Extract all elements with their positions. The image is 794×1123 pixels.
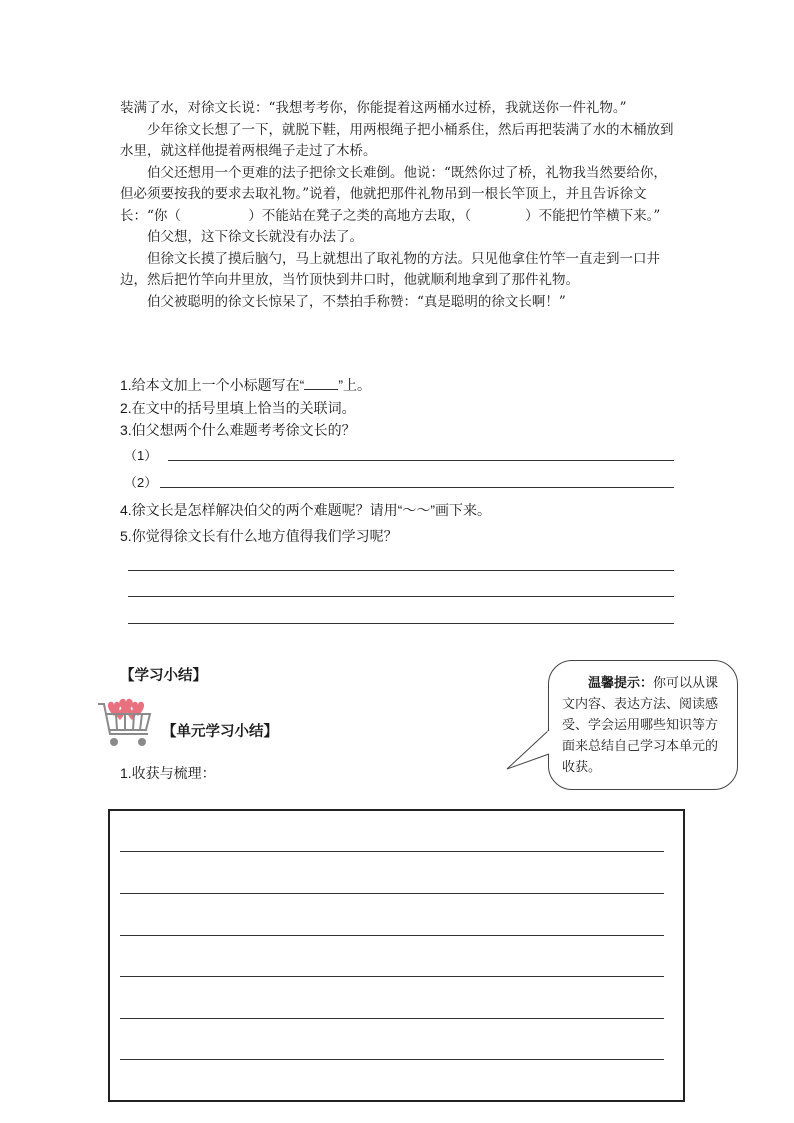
writing-line[interactable] xyxy=(120,976,664,977)
answer-line[interactable] xyxy=(128,570,674,571)
story-paragraph: 伯父还想用一个更难的法子把徐文长难倒。他说：“既然你过了桥，礼物我当然要给你，但必须要按我的要求去取礼物。”说着，他就把那件礼物吊到一根长竿顶上，并且告诉徐文长：“你（ ）不能站在凳子之类的高地方去取，（ ）不能把竹竿横下来。” xyxy=(120,164,667,224)
story-paragraph: 装满了水，对徐文长说：“我想考考你，你能提着这两桶水过桥，我就送你一件礼物。” xyxy=(120,100,627,116)
writing-line[interactable] xyxy=(120,851,664,852)
tip-text xyxy=(562,672,730,777)
writing-line[interactable] xyxy=(120,935,664,936)
summary-item-1: 1.收获与梳理： xyxy=(120,765,216,781)
story-paragraph: 少年徐文长想了一下，就脱下鞋，用两根绳子把小桶系住，然后再把装满了水的木桶放到水里，就这样他提着两根绳子走过了木桥。 xyxy=(120,121,674,159)
title-blank[interactable] xyxy=(304,377,338,390)
tip-content: 你可以从课文内容、表达方法、阅读感受、学会运用哪些知识等方面来总结自己学习本单元的收获。 xyxy=(562,675,719,774)
writing-line[interactable] xyxy=(120,893,664,894)
question-1-text: 1.给本文加上一个小标题写在“ xyxy=(120,377,305,393)
story-paragraph: 伯父被聪明的徐文长惊呆了，不禁拍手称赞：“真是聪明的徐文长啊！” xyxy=(147,293,566,310)
writing-line[interactable] xyxy=(120,1059,664,1060)
answer-line[interactable] xyxy=(128,596,674,597)
story-paragraph: 伯父想，这下徐文长就没有办法了。 xyxy=(147,229,363,245)
answer-line[interactable] xyxy=(160,487,674,488)
bubble-pointer xyxy=(506,728,552,772)
question-5: 5.你觉得徐文长有什么地方值得我们学习呢？ xyxy=(120,528,398,544)
story-paragraph: 但徐文长摸了摸后脑勺，马上就想出了取礼物的方法。只见他拿住竹竿一直走到一口井边，然后把竹竿向井里放，当竹顶快到井口时，他就顺利地拿到了那件礼物。 xyxy=(120,250,660,288)
answer-line[interactable] xyxy=(168,460,674,461)
tip-label: 温馨提示： xyxy=(588,675,654,690)
question-1 xyxy=(120,375,371,395)
question-1-text-end: ”上。 xyxy=(338,377,372,393)
section-title: 【学习小结】 xyxy=(120,668,207,684)
answer-label-2: （2） xyxy=(124,475,158,490)
answer-label-1: （1） xyxy=(124,448,158,463)
story-passage xyxy=(120,98,680,313)
writing-line[interactable] xyxy=(120,1018,664,1019)
shopping-cart-hearts-icon xyxy=(94,696,160,754)
question-4: 4.徐文长是怎样解决伯父的两个难题呢？请用“～～”画下来。 xyxy=(120,502,491,518)
answer-line[interactable] xyxy=(128,623,674,624)
question-2: 2.在文中的括号里填上恰当的关联词。 xyxy=(120,400,356,416)
unit-summary-title: 【单元学习小结】 xyxy=(162,724,278,740)
question-3: 3.伯父想两个什么难题考考徐文长的？ xyxy=(120,422,356,438)
